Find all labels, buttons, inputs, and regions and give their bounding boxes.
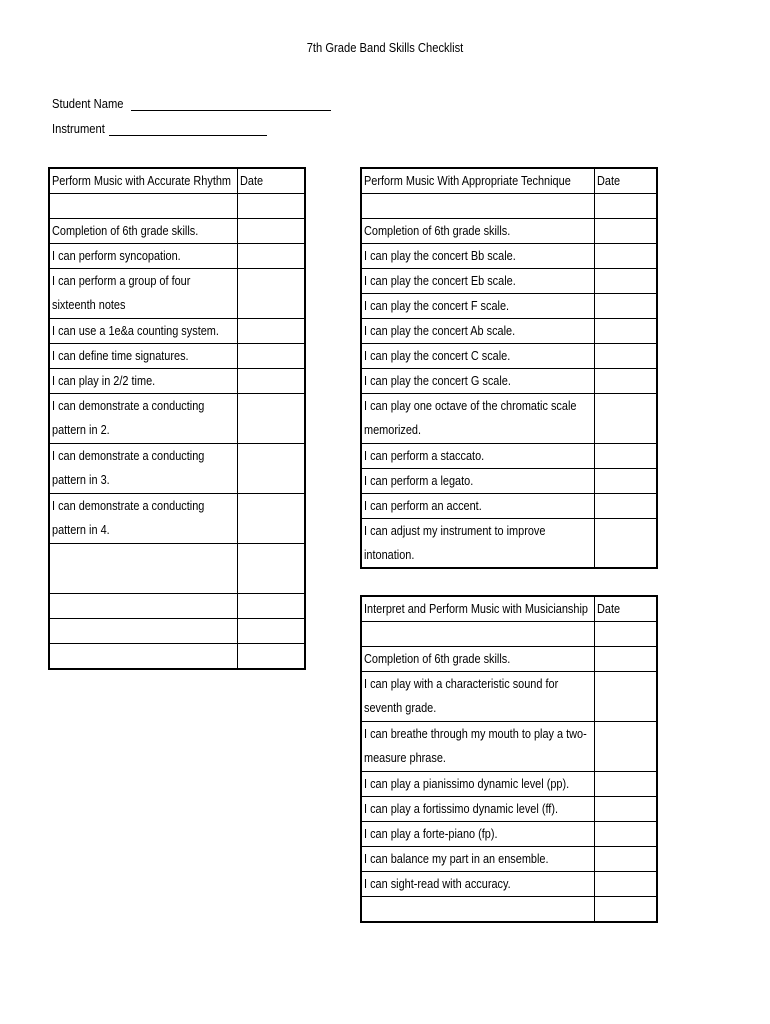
table-row bbox=[361, 494, 657, 519]
student-name-label: Student Name bbox=[52, 96, 124, 111]
table-row bbox=[49, 619, 305, 644]
empty-cell bbox=[361, 194, 594, 219]
skill-cell: I can play with a characteristic sound for seventh grade. bbox=[361, 672, 594, 722]
student-name-line[interactable] bbox=[131, 98, 331, 111]
skill-cell: I can play in 2/2 time. bbox=[49, 369, 237, 394]
empty-cell bbox=[49, 644, 237, 670]
table-row bbox=[49, 219, 305, 244]
table-row bbox=[49, 494, 305, 544]
skill-cell: I can play one octave of the chromatic scale memorized. bbox=[361, 394, 594, 444]
date-cell[interactable] bbox=[594, 219, 657, 244]
table-row bbox=[361, 269, 657, 294]
rhythm-checklist-table bbox=[48, 167, 306, 670]
table-row bbox=[361, 469, 657, 494]
table-row bbox=[49, 394, 305, 444]
table-row bbox=[49, 544, 305, 594]
musicianship-checklist-table bbox=[360, 595, 658, 923]
date-cell[interactable] bbox=[594, 494, 657, 519]
table-row bbox=[49, 369, 305, 394]
date-cell[interactable] bbox=[594, 344, 657, 369]
empty-cell bbox=[49, 619, 237, 644]
skill-cell: I can play the concert Eb scale. bbox=[361, 269, 594, 294]
date-cell[interactable] bbox=[237, 444, 305, 494]
skill-cell: I can play the concert G scale. bbox=[361, 369, 594, 394]
date-cell[interactable] bbox=[594, 444, 657, 469]
technique-checklist-table bbox=[360, 167, 658, 569]
empty-cell bbox=[361, 897, 594, 923]
date-cell[interactable] bbox=[594, 519, 657, 569]
table-row bbox=[361, 672, 657, 722]
skill-cell: I can demonstrate a conducting pattern in 4. bbox=[49, 494, 237, 544]
skill-cell: I can breathe through my mouth to play a two-measure phrase. bbox=[361, 722, 594, 772]
date-cell[interactable] bbox=[594, 469, 657, 494]
table-row bbox=[361, 822, 657, 847]
date-cell[interactable] bbox=[237, 269, 305, 319]
instrument-label: Instrument bbox=[52, 121, 105, 136]
skill-cell: I can demonstrate a conducting pattern in 2. bbox=[49, 394, 237, 444]
skill-cell: Completion of 6th grade skills. bbox=[361, 647, 594, 672]
rhythm-date-header: Date bbox=[237, 168, 305, 194]
table-row bbox=[361, 847, 657, 872]
student-name-field[interactable] bbox=[52, 96, 331, 111]
date-cell[interactable] bbox=[237, 594, 305, 619]
table-header-row bbox=[49, 168, 305, 194]
date-cell[interactable] bbox=[594, 294, 657, 319]
table-row bbox=[49, 194, 305, 219]
date-cell[interactable] bbox=[237, 244, 305, 269]
table-row bbox=[361, 344, 657, 369]
table-row bbox=[361, 519, 657, 569]
skill-cell: I can perform syncopation. bbox=[49, 244, 237, 269]
skill-cell: I can demonstrate a conducting pattern in 3. bbox=[49, 444, 237, 494]
date-cell[interactable] bbox=[237, 369, 305, 394]
skill-cell: I can play the concert Ab scale. bbox=[361, 319, 594, 344]
date-cell[interactable] bbox=[237, 319, 305, 344]
empty-cell bbox=[361, 622, 594, 647]
date-cell[interactable] bbox=[237, 394, 305, 444]
skill-cell: Completion of 6th grade skills. bbox=[361, 219, 594, 244]
table-row bbox=[49, 644, 305, 670]
date-cell[interactable] bbox=[594, 722, 657, 772]
table-row bbox=[49, 594, 305, 619]
date-cell[interactable] bbox=[237, 619, 305, 644]
table-row bbox=[361, 244, 657, 269]
skill-cell: I can perform a group of four sixteenth notes bbox=[49, 269, 237, 319]
instrument-line[interactable] bbox=[109, 123, 267, 136]
date-cell[interactable] bbox=[594, 394, 657, 444]
table-row bbox=[361, 722, 657, 772]
table-row bbox=[361, 647, 657, 672]
date-cell[interactable] bbox=[237, 644, 305, 670]
date-cell[interactable] bbox=[594, 822, 657, 847]
table-row bbox=[361, 369, 657, 394]
skill-cell: Completion of 6th grade skills. bbox=[49, 219, 237, 244]
table-row bbox=[361, 194, 657, 219]
date-cell[interactable] bbox=[594, 872, 657, 897]
date-cell[interactable] bbox=[594, 772, 657, 797]
skill-cell: I can adjust my instrument to improve intonation. bbox=[361, 519, 594, 569]
date-cell[interactable] bbox=[594, 647, 657, 672]
table-row bbox=[361, 394, 657, 444]
table-row bbox=[361, 319, 657, 344]
table-header-row bbox=[361, 168, 657, 194]
table-row bbox=[49, 269, 305, 319]
table-row bbox=[361, 797, 657, 822]
instrument-field[interactable] bbox=[52, 121, 267, 136]
date-cell[interactable] bbox=[594, 672, 657, 722]
skill-cell: I can play a forte-piano (fp). bbox=[361, 822, 594, 847]
table-row bbox=[49, 244, 305, 269]
date-cell[interactable] bbox=[594, 897, 657, 923]
date-cell[interactable] bbox=[237, 219, 305, 244]
table-row bbox=[361, 872, 657, 897]
table-row bbox=[361, 622, 657, 647]
skill-cell: I can balance my part in an ensemble. bbox=[361, 847, 594, 872]
skill-cell: I can perform a staccato. bbox=[361, 444, 594, 469]
skill-cell: I can use a 1e&a counting system. bbox=[49, 319, 237, 344]
empty-cell bbox=[49, 194, 237, 219]
page-title: 7th Grade Band Skills Checklist bbox=[306, 40, 464, 55]
date-cell[interactable] bbox=[237, 344, 305, 369]
skill-cell: I can play the concert F scale. bbox=[361, 294, 594, 319]
date-cell[interactable] bbox=[594, 269, 657, 294]
empty-cell bbox=[49, 594, 237, 619]
date-cell[interactable] bbox=[594, 319, 657, 344]
skill-cell: I can perform an accent. bbox=[361, 494, 594, 519]
technique-date-header: Date bbox=[594, 168, 657, 194]
table-row bbox=[361, 294, 657, 319]
table-row bbox=[361, 772, 657, 797]
table-row bbox=[49, 344, 305, 369]
empty-cell bbox=[49, 544, 237, 594]
table-row bbox=[361, 444, 657, 469]
date-cell[interactable] bbox=[594, 244, 657, 269]
skill-cell: I can play the concert C scale. bbox=[361, 344, 594, 369]
date-cell[interactable] bbox=[594, 369, 657, 394]
rhythm-header: Perform Music with Accurate Rhythm bbox=[49, 168, 237, 194]
skill-cell: I can play a fortissimo dynamic level (ff). bbox=[361, 797, 594, 822]
date-cell[interactable] bbox=[237, 194, 305, 219]
skill-cell: I can play the concert Bb scale. bbox=[361, 244, 594, 269]
date-cell[interactable] bbox=[594, 194, 657, 219]
musicianship-date-header: Date bbox=[594, 596, 657, 622]
date-cell[interactable] bbox=[594, 622, 657, 647]
date-cell[interactable] bbox=[594, 847, 657, 872]
table-header-row bbox=[361, 596, 657, 622]
date-cell[interactable] bbox=[237, 494, 305, 544]
date-cell[interactable] bbox=[594, 797, 657, 822]
musicianship-header: Interpret and Perform Music with Musicianship bbox=[361, 596, 594, 622]
date-cell[interactable] bbox=[237, 544, 305, 594]
skill-cell: I can perform a legato. bbox=[361, 469, 594, 494]
skill-cell: I can define time signatures. bbox=[49, 344, 237, 369]
table-row bbox=[49, 444, 305, 494]
skill-cell: I can sight-read with accuracy. bbox=[361, 872, 594, 897]
table-row bbox=[49, 319, 305, 344]
table-row bbox=[361, 219, 657, 244]
skill-cell: I can play a pianissimo dynamic level (pp). bbox=[361, 772, 594, 797]
table-row bbox=[361, 897, 657, 923]
technique-header: Perform Music With Appropriate Technique bbox=[361, 168, 594, 194]
